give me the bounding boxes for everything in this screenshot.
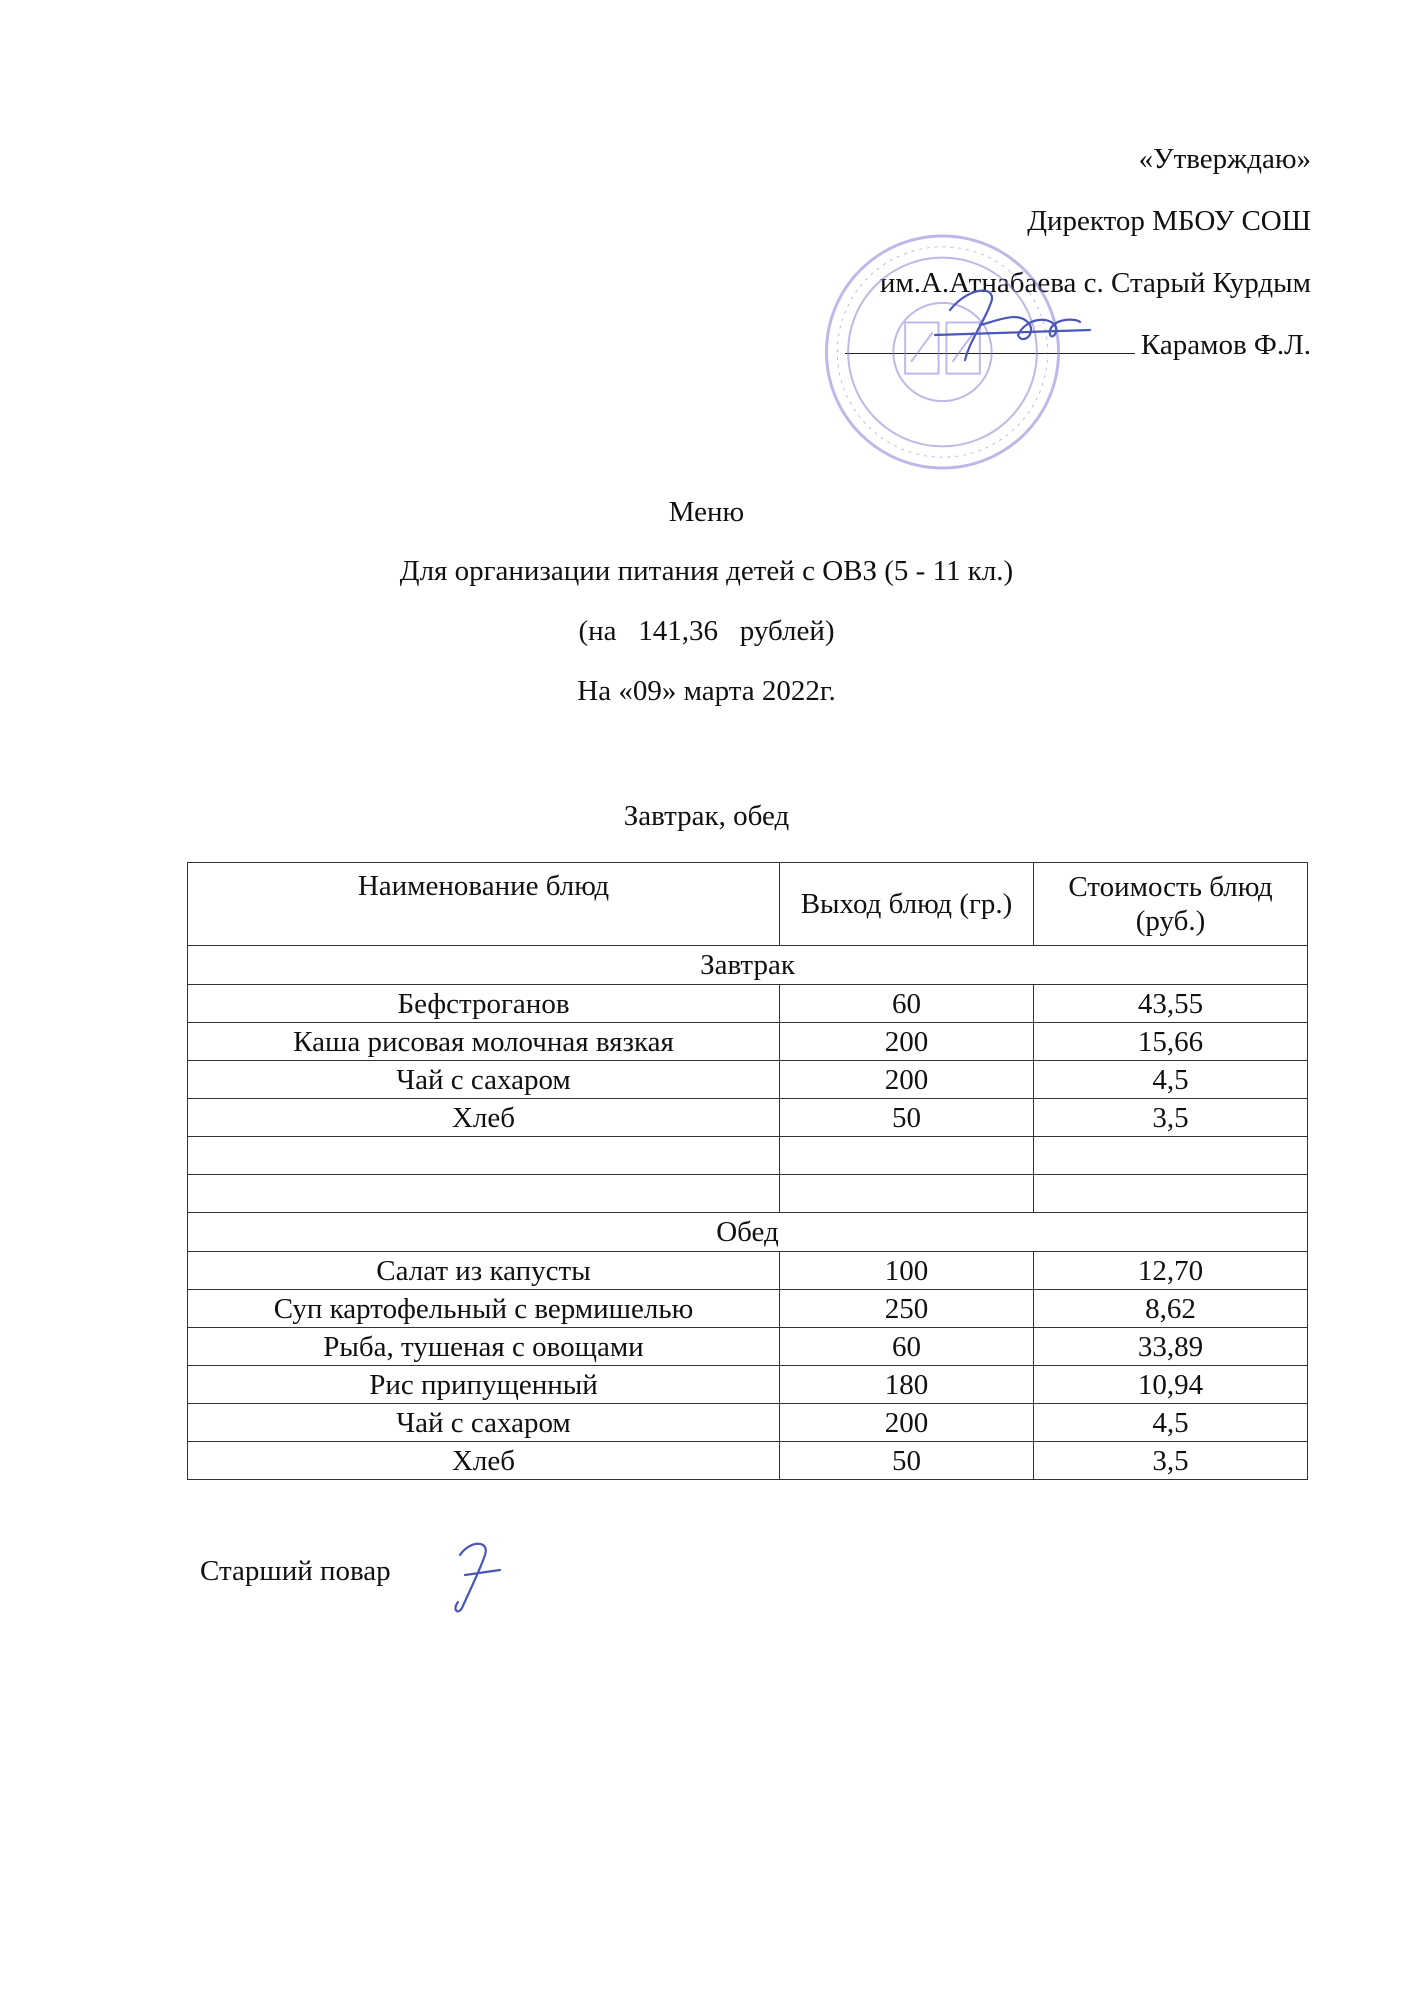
dish-name: Чай с сахаром [188, 1404, 780, 1442]
table-row [188, 1061, 1308, 1099]
dish-price: 33,89 [1034, 1328, 1308, 1366]
dish-name: Рис припущенный [188, 1366, 780, 1404]
dish-weight: 60 [780, 1328, 1034, 1366]
table-row [188, 1099, 1308, 1137]
meals-heading: Завтрак, обед [623, 800, 790, 832]
dish-name: Хлеб [188, 1099, 780, 1137]
dish-price: 3,5 [1034, 1099, 1308, 1137]
dish-price: 10,94 [1034, 1366, 1308, 1404]
dish-price: 4,5 [1034, 1061, 1308, 1099]
page-title: Меню [668, 496, 745, 528]
dish-name: Рыба, тушеная с овощами [188, 1328, 780, 1366]
header-price: Стоимость блюд (руб.) [1034, 863, 1308, 946]
table-row [188, 1442, 1308, 1480]
empty-cell [780, 1175, 1034, 1213]
dish-price: 15,66 [1034, 1023, 1308, 1061]
cook-signature [440, 1530, 510, 1620]
dish-weight: 180 [780, 1366, 1034, 1404]
dish-weight: 200 [780, 1404, 1034, 1442]
director-signature [930, 280, 1100, 370]
header-dish-name: Наименование блюд [188, 863, 780, 946]
dish-price: 43,55 [1034, 985, 1308, 1023]
page-subtitle: Для организации питания детей с ОВЗ (5 - 11 кл.) [399, 555, 1014, 587]
dish-price: 12,70 [1034, 1252, 1308, 1290]
section-lunch: Обед [188, 1213, 1308, 1252]
dish-name: Чай с сахаром [188, 1061, 780, 1099]
dish-price: 4,5 [1034, 1404, 1308, 1442]
menu-table [187, 862, 1308, 1480]
empty-cell [780, 1137, 1034, 1175]
table-row [188, 1404, 1308, 1442]
dish-price: 8,62 [1034, 1290, 1308, 1328]
dish-weight: 250 [780, 1290, 1034, 1328]
table-row [188, 1328, 1308, 1366]
dish-name: Суп картофельный с вермишелью [188, 1290, 780, 1328]
table-row [188, 985, 1308, 1023]
approval-school: им.А.Атнабаева с. Старый Курдым [879, 267, 1311, 299]
dish-weight: 50 [780, 1442, 1034, 1480]
dish-weight: 200 [780, 1061, 1034, 1099]
table-row [188, 1366, 1308, 1404]
empty-cell [1034, 1137, 1308, 1175]
date-line: На «09» марта 2022г. [577, 675, 836, 707]
dish-name: Хлеб [188, 1442, 780, 1480]
empty-cell [188, 1175, 780, 1213]
approval-position: Директор МБОУ СОШ [1027, 205, 1311, 237]
table-row [188, 1252, 1308, 1290]
dish-weight: 50 [780, 1099, 1034, 1137]
header-weight: Выход блюд (гр.) [780, 863, 1034, 946]
dish-weight: 60 [780, 985, 1034, 1023]
table-row-empty [188, 1175, 1308, 1213]
dish-name: Каша рисовая молочная вязкая [188, 1023, 780, 1061]
dish-name: Бефстроганов [188, 985, 780, 1023]
approval-signer: Карамов Ф.Л. [1140, 329, 1311, 361]
approval-title: «Утверждаю» [1138, 143, 1311, 175]
cook-label: Старший повар [200, 1555, 391, 1587]
section-breakfast: Завтрак [188, 946, 1308, 985]
table-row-empty [188, 1137, 1308, 1175]
empty-cell [1034, 1175, 1308, 1213]
dish-name: Салат из капусты [188, 1252, 780, 1290]
cost-line: (на 141,36 рублей) [578, 615, 835, 647]
table-row [188, 1290, 1308, 1328]
dish-weight: 100 [780, 1252, 1034, 1290]
dish-price: 3,5 [1034, 1442, 1308, 1480]
dish-weight: 200 [780, 1023, 1034, 1061]
empty-cell [188, 1137, 780, 1175]
table-row [188, 1023, 1308, 1061]
